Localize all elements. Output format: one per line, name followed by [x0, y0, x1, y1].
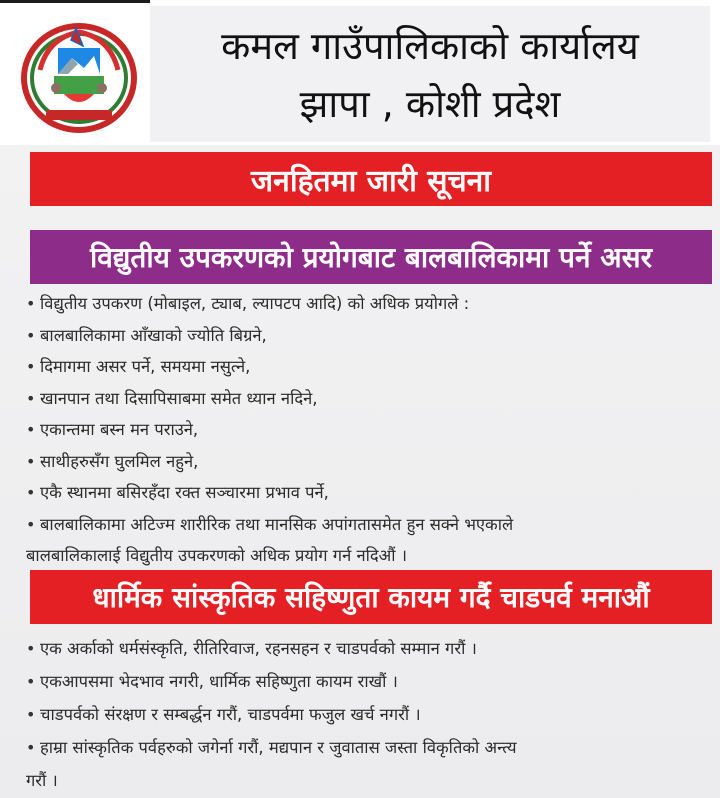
notice-title-banner — [30, 152, 712, 206]
list-item-text: विद्युतीय उपकरण (मोबाइल, ट्याब, ल्यापटप आदि) को अधिक प्रयोगले : — [40, 294, 470, 313]
list-item-text: एकै स्थानमा बसिरहँदा रक्त सञ्चारमा प्रभाव पर्ने, — [40, 483, 329, 502]
bullet-icon: • — [26, 705, 36, 724]
bullet-icon: • — [26, 451, 36, 471]
office-address: झापा , कोशी प्रदेश — [299, 82, 561, 126]
list-item-text: दिमागमा असर पर्ने, समयमा नसुत्ने, — [40, 357, 251, 376]
list-item-text-line1: बालबालिकामा अटिज्म शारीरिक तथा मानसिक अपांगतासमेत हुन सक्ने भएकाले — [40, 514, 514, 534]
list-item — [26, 446, 706, 478]
list-item-text: साथीहरुसँग घुलमिल नहुने, — [40, 451, 199, 471]
list-item — [26, 383, 706, 415]
bullet-icon: • — [26, 639, 36, 658]
bullet-icon: • — [26, 388, 36, 408]
list-item — [26, 288, 706, 320]
bullet-icon: • — [26, 483, 36, 502]
header — [0, 0, 720, 145]
notice-title: जनहितमा जारी सूचना — [250, 163, 492, 199]
list-item-text: एक अर्काको धर्मसंस्कृति, रीतिरिवाज, रहनसहन र चाडपर्वको सम्मान गरौं । — [40, 639, 477, 658]
list-item-text: खानपान तथा दिसापिसाबमा समेत ध्यान नदिने, — [40, 388, 318, 408]
bullet-icon: • — [26, 514, 36, 534]
list-item-text: एकआपसमा भेदभाव नगरी, धार्मिक सहिष्णुता कायम राखौं । — [40, 672, 398, 691]
section1-list — [26, 288, 706, 572]
bullet-icon: • — [26, 325, 36, 345]
section1-title-banner — [30, 230, 712, 284]
list-item-text-line2: बालबालिकालाई विद्युतीय उपकरणको अधिक प्रयोग गर्न नदिऔं । — [26, 546, 408, 565]
bullet-icon: • — [26, 420, 36, 439]
list-item — [26, 698, 706, 731]
section2-title-banner — [30, 570, 712, 624]
bullet-icon: • — [26, 738, 36, 757]
list-item-text-line2: गरौं । — [26, 771, 58, 790]
bullet-icon: • — [26, 357, 36, 376]
nepal-government-emblem-icon — [18, 18, 140, 136]
list-item — [26, 351, 706, 383]
bullet-icon: • — [26, 294, 36, 313]
list-item — [26, 477, 706, 509]
section2-title: धार्मिक सांस्कृतिक सहिष्णुता कायम गर्दै चाडपर्व मनाऔं — [92, 581, 650, 614]
section1-title: विद्युतीय उपकरणको प्रयोगबाट बालबालिकामा पर्ने असर — [89, 241, 653, 274]
list-item — [26, 632, 706, 665]
list-item — [26, 320, 706, 352]
list-item — [26, 731, 706, 797]
list-item — [26, 509, 706, 572]
list-item — [26, 414, 706, 446]
list-item-text: चाडपर्वको संरक्षण र सम्बर्द्धन गरौं, चाडपर्वमा फजुल खर्च नगरौं । — [40, 705, 421, 724]
office-name: कमल गाउँपालिकाको कार्यालय — [221, 24, 639, 68]
list-item-text: बालबालिकामा आँखाको ज्योति बिग्रने, — [40, 325, 267, 345]
header-divider — [0, 0, 150, 3]
list-item-text-line1: हाम्रा सांस्कृतिक पर्वहरुको जगेर्ना गरौं, मद्यपान र जुवातास जस्ता विकृतिको अन्त्य — [40, 738, 517, 757]
list-item — [26, 665, 706, 698]
section2-list — [26, 632, 706, 797]
list-item-text: एकान्तमा बस्न मन पराउने, — [40, 420, 199, 439]
bullet-icon: • — [26, 672, 36, 691]
